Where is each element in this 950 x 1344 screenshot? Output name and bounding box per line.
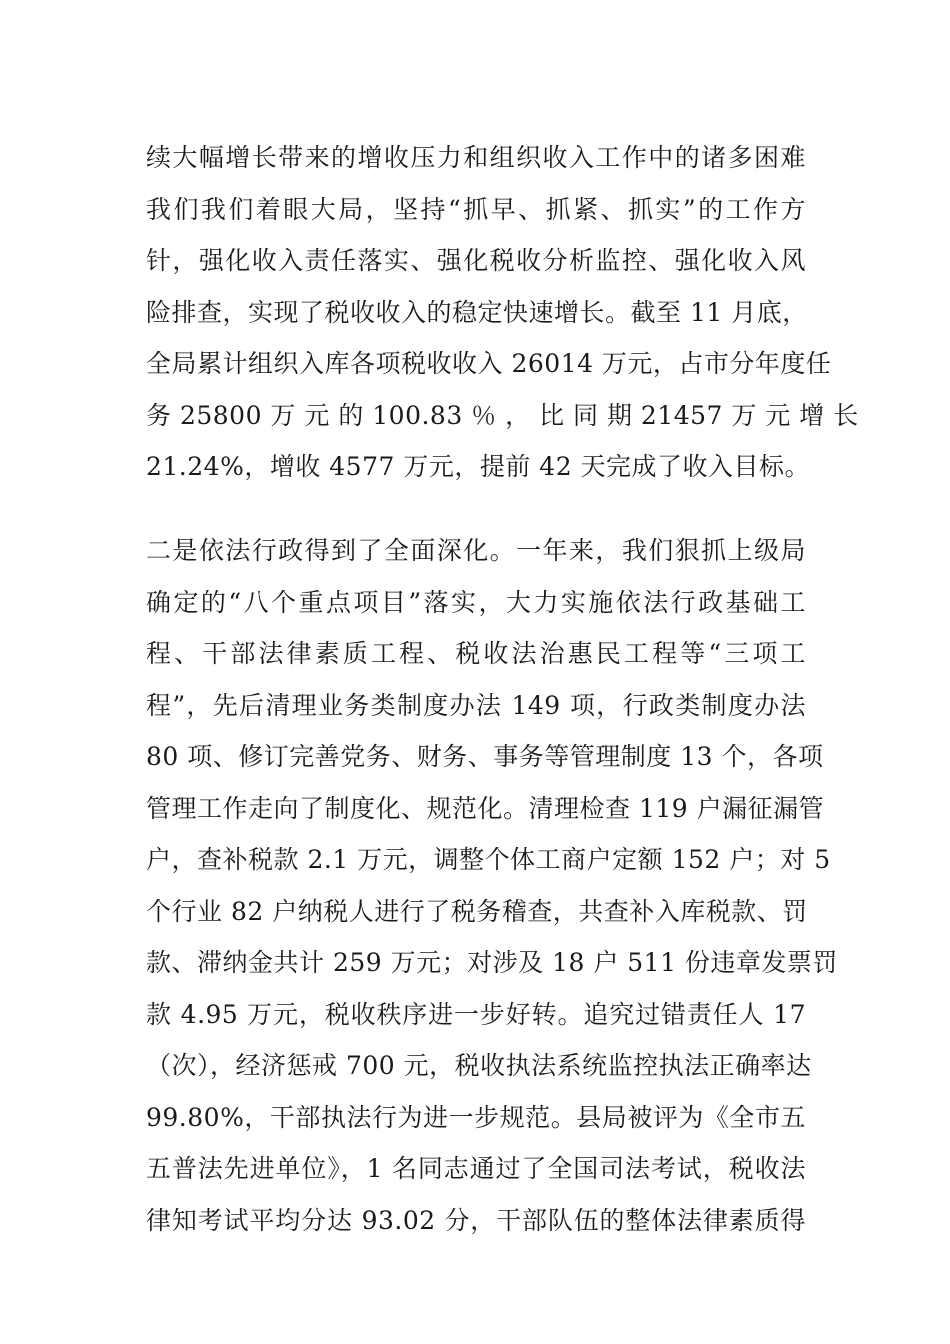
text-line: 个行业 82 户纳税人进行了税务稽查，共查补入库税款、罚: [146, 896, 808, 926]
text-line: 程”，先后清理业务类制度办法 149 项，行政类制度办法: [146, 690, 806, 720]
text-line: 99.80%，干部执法行为进一步规范。县局被评为《全市五: [146, 1102, 806, 1132]
text-line: 21.24%，增收 4577 万元，提前 42 天完成了收入目标。: [146, 452, 811, 481]
text-line: 款、滞纳金共计 259 万元；对涉及 18 户 511 份违章发票罚: [146, 948, 838, 977]
text-line: 险排查，实现了税收收入的稳定快速增长。截至 11 月底，: [146, 297, 808, 327]
text-line: 续大幅增长带来的增收压力和组织收入工作中的诸多困难: [146, 143, 806, 172]
text-line: 律知考试平均分达 93.02 分，干部队伍的整体法律素质得: [146, 1205, 806, 1235]
text-line: 五普法先进单位》，1 名同志通过了全国司法考试，税收法: [146, 1154, 806, 1183]
text-line: 针，强化收入责任落实、强化税收分析监控、强化收入风: [146, 246, 806, 275]
text-line: 管理工作走向了制度化、规范化。清理检查 119 户漏征漏管: [146, 793, 825, 823]
paragraph-tax-revenue: [146, 132, 859, 493]
text-line: 程、干部法律素质工程、税收法治惠民工程等“三项工: [146, 639, 806, 668]
text-line: 确定的“八个重点项目”落实，大力实施依法行政基础工: [146, 587, 806, 617]
text-line: 我们我们着眼大局，坚持“抓早、抓紧、抓实”的工作方: [146, 194, 806, 224]
text-line: 全局累计组织入库各项税收收入 26014 万元，占市分年度任: [146, 349, 832, 378]
text-line: 二是依法行政得到了全面深化。一年来，我们狠抓上级局: [146, 536, 806, 565]
text-line: 务 25800 万 元 的 100.83 ％ ， 比 同 期 21457 万 元 增 长: [146, 400, 859, 430]
paragraph-law-based-administration: [146, 525, 838, 1246]
text-line: 款 4.95 万元，税收秩序进一步好转。追究过错责任人 17: [146, 999, 806, 1029]
text-line: 户，查补税款 2.1 万元，调整个体工商户定额 152 户；对 5: [146, 845, 831, 874]
text-line: （次），经济惩戒 700 元，税收执法系统监控执法正确率达: [146, 1051, 812, 1080]
text-line: 80 项、修订完善党务、财务、事务等管理制度 13 个，各项: [146, 742, 824, 771]
